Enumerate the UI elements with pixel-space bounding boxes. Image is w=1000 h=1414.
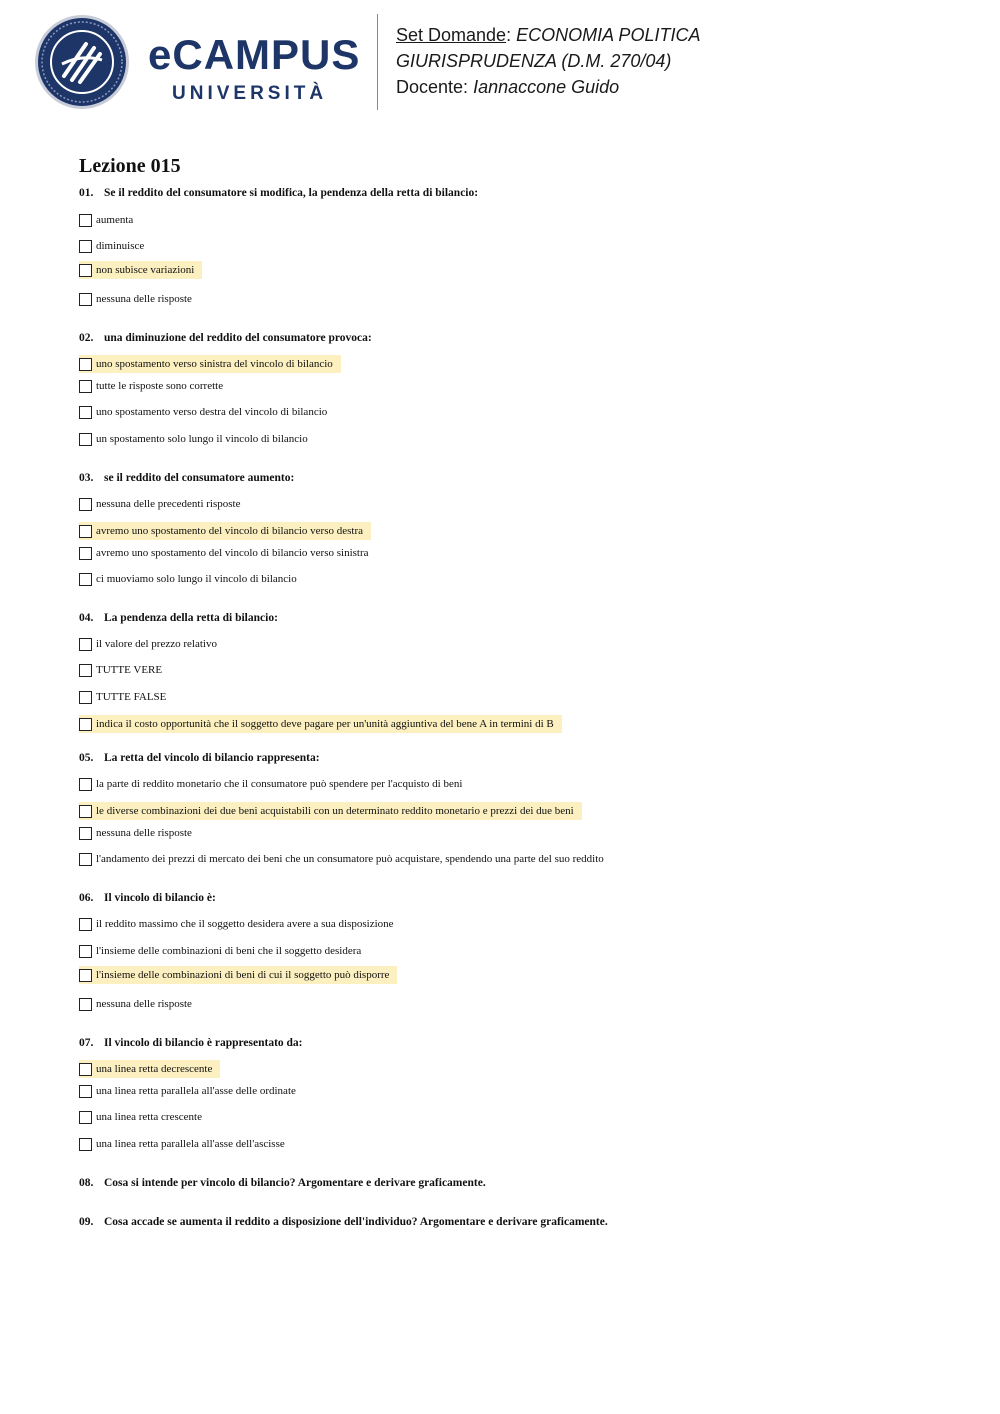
option-text: la parte di reddito monetario che il consumatore può spendere per l'acquisto di beni (96, 778, 463, 790)
option-text: diminuisce (96, 240, 145, 252)
answer-option-highlighted[interactable] (79, 966, 397, 984)
checkbox[interactable] (79, 498, 92, 511)
course-name: ECONOMIA POLITICA (516, 25, 701, 45)
question-02 (79, 332, 372, 344)
checkbox[interactable] (79, 264, 92, 277)
option-text: uno spostamento verso sinistra del vincolo di bilancio (96, 358, 333, 370)
question-text: La retta del vincolo di bilancio rappresenta: (104, 752, 320, 764)
option-text: TUTTE VERE (96, 664, 163, 676)
option-text: TUTTE FALSE (96, 691, 167, 703)
option-text: l'insieme delle combinazioni di beni di cui il soggetto può disporre (96, 969, 390, 981)
option-text: ci muoviamo solo lungo il vincolo di bilancio (96, 573, 297, 585)
option-text: un spostamento solo lungo il vincolo di bilancio (96, 433, 308, 445)
checkbox[interactable] (79, 358, 92, 371)
answer-option[interactable] (79, 635, 223, 653)
question-06 (79, 892, 216, 904)
checkbox[interactable] (79, 969, 92, 982)
checkbox[interactable] (79, 433, 92, 446)
answer-option[interactable] (79, 237, 150, 255)
ecampus-logo (34, 14, 364, 114)
checkbox[interactable] (79, 573, 92, 586)
option-text: l'andamento dei prezzi di mercato dei beni che un consumatore può acquistare, spendendo una parte del suo reddito (96, 853, 604, 865)
checkbox[interactable] (79, 691, 92, 704)
option-text: aumenta (96, 214, 134, 226)
question-text: Se il reddito del consumatore si modifica, la pendenza della retta di bilancio: (104, 187, 479, 199)
header-divider (377, 14, 378, 110)
question-text: Cosa si intende per vincolo di bilancio? Argomentare e derivare graficamente. (104, 1177, 486, 1189)
option-text: nessuna delle risposte (96, 827, 192, 839)
checkbox[interactable] (79, 638, 92, 651)
answer-option-highlighted[interactable] (79, 802, 582, 820)
checkbox[interactable] (79, 214, 92, 227)
checkbox[interactable] (79, 1063, 92, 1076)
option-text: nessuna delle risposte (96, 998, 192, 1010)
checkbox[interactable] (79, 998, 92, 1011)
question-number: 01. (79, 187, 94, 199)
checkbox[interactable] (79, 827, 92, 840)
answer-option-highlighted[interactable] (79, 1060, 220, 1078)
teacher-name: Iannaccone Guido (473, 77, 620, 97)
answer-option[interactable] (79, 403, 333, 421)
answer-option-highlighted[interactable] (79, 355, 341, 373)
question-number: 05. (79, 752, 94, 764)
question-number: 04. (79, 612, 94, 624)
question-number: 06. (79, 892, 94, 904)
logo-wordmark: eCAMPUS (148, 31, 361, 78)
answer-option[interactable] (79, 995, 198, 1013)
answer-option[interactable] (79, 430, 314, 448)
option-text: tutte le risposte sono corrette (96, 380, 224, 392)
checkbox[interactable] (79, 293, 92, 306)
option-text: una linea retta crescente (96, 1111, 202, 1123)
checkbox[interactable] (79, 240, 92, 253)
header-info (396, 22, 700, 100)
option-text: una linea retta parallela all'asse dell'ascisse (96, 1138, 285, 1150)
checkbox[interactable] (79, 664, 92, 677)
option-text: una linea retta parallela all'asse delle ordinate (96, 1085, 296, 1097)
question-text: una diminuzione del reddito del consumatore provoca: (104, 332, 372, 344)
teacher-label: Docente: (396, 77, 469, 97)
checkbox[interactable] (79, 1111, 92, 1124)
answer-option[interactable] (79, 1135, 291, 1153)
checkbox[interactable] (79, 918, 92, 931)
checkbox[interactable] (79, 945, 92, 958)
question-text: Il vincolo di bilancio è rappresentato da: (104, 1037, 303, 1049)
option-text: le diverse combinazioni dei due beni acquistabili con un determinato reddito monetario e prezzi dei due beni (96, 805, 574, 817)
answer-option[interactable] (79, 290, 198, 308)
answer-option-highlighted[interactable] (79, 715, 562, 733)
option-text: uno spostamento verso destra del vincolo di bilancio (96, 406, 328, 418)
answer-option[interactable] (79, 1082, 302, 1100)
question-08 (79, 1177, 486, 1189)
question-text: La pendenza della retta di bilancio: (104, 612, 278, 624)
university-seal-icon (34, 14, 130, 110)
question-07 (79, 1037, 303, 1049)
option-text: non subisce variazioni (96, 264, 195, 276)
option-text: indica il costo opportunità che il soggetto deve pagare per un'unità aggiuntiva del bene A in termini di B (96, 718, 554, 730)
answer-option[interactable] (79, 824, 198, 842)
question-text: Cosa accade se aumenta il reddito a disposizione dell'individuo? Argomentare e derivare graficamente. (104, 1216, 608, 1228)
checkbox[interactable] (79, 1138, 92, 1151)
question-03 (79, 472, 294, 484)
answer-option[interactable] (79, 570, 303, 588)
option-text: il reddito massimo che il soggetto desidera avere a sua disposizione (96, 918, 394, 930)
answer-option[interactable] (79, 211, 139, 229)
answer-option[interactable] (79, 850, 610, 868)
question-05 (79, 752, 320, 764)
question-number: 09. (79, 1216, 94, 1228)
answer-option-highlighted[interactable] (79, 261, 202, 279)
answer-option[interactable] (79, 775, 468, 793)
answer-option[interactable] (79, 688, 172, 706)
checkbox[interactable] (79, 805, 92, 818)
lesson-title: Lezione 015 (79, 155, 181, 177)
checkbox[interactable] (79, 547, 92, 560)
option-text: avremo uno spostamento del vincolo di bilancio verso destra (96, 525, 363, 537)
logo-subtitle: UNIVERSITÀ (172, 83, 328, 104)
question-number: 02. (79, 332, 94, 344)
answer-option[interactable] (79, 544, 375, 562)
option-text: nessuna delle precedenti risposte (96, 498, 241, 510)
option-text: nessuna delle risposte (96, 293, 192, 305)
answer-option[interactable] (79, 915, 400, 933)
option-text: avremo uno spostamento del vincolo di bilancio verso sinistra (96, 547, 369, 559)
answer-option-highlighted[interactable] (79, 522, 371, 540)
course-line-2: GIURISPRUDENZA (D.M. 270/04) (396, 51, 672, 71)
question-text: Il vincolo di bilancio è: (104, 892, 216, 904)
question-text: se il reddito del consumatore aumento: (104, 472, 295, 484)
checkbox[interactable] (79, 718, 92, 731)
checkbox[interactable] (79, 778, 92, 791)
option-text: il valore del prezzo relativo (96, 638, 217, 650)
answer-option[interactable] (79, 377, 229, 395)
checkbox[interactable] (79, 1085, 92, 1098)
checkbox[interactable] (79, 380, 92, 393)
checkbox[interactable] (79, 406, 92, 419)
question-number: 03. (79, 472, 94, 484)
checkbox[interactable] (79, 525, 92, 538)
option-text: l'insieme delle combinazioni di beni che il soggetto desidera (96, 945, 362, 957)
question-09 (79, 1216, 608, 1228)
answer-option[interactable] (79, 942, 367, 960)
question-04 (79, 612, 278, 624)
answer-option[interactable] (79, 661, 168, 679)
set-label: Set Domande (396, 25, 507, 45)
answer-option[interactable] (79, 1108, 208, 1126)
question-number: 07. (79, 1037, 94, 1049)
course-line-1: Set Domande: ECONOMIA POLITICA (396, 25, 701, 45)
option-text: una linea retta decrescente (96, 1063, 213, 1075)
answer-option[interactable] (79, 495, 246, 513)
checkbox[interactable] (79, 853, 92, 866)
question-01 (79, 187, 478, 199)
question-number: 08. (79, 1177, 94, 1189)
teacher-line (396, 74, 700, 100)
